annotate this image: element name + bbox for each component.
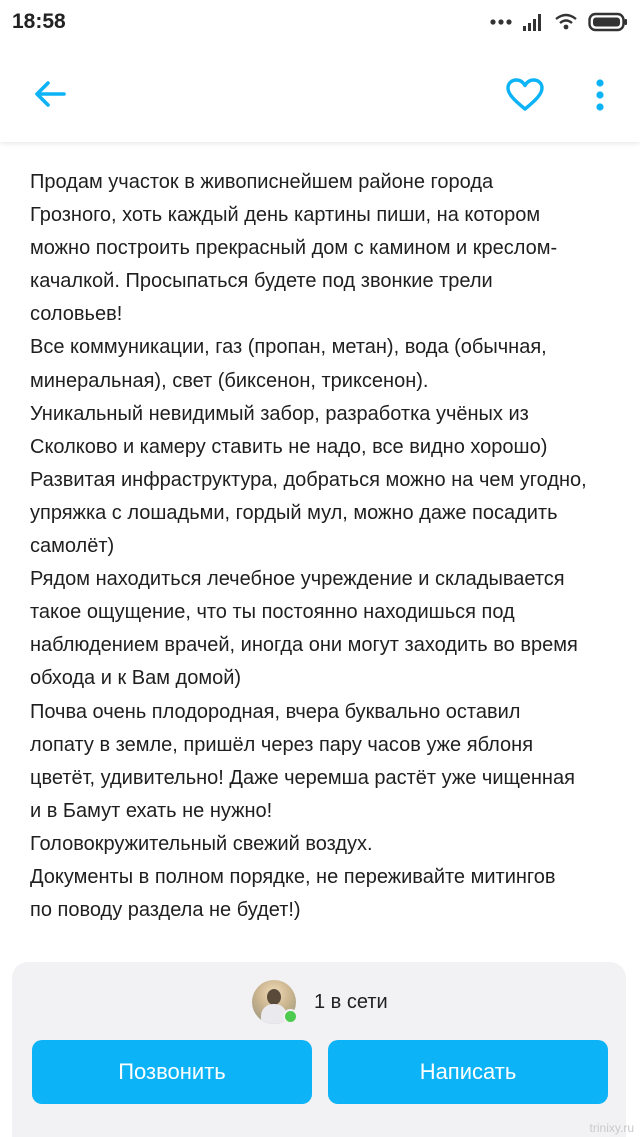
description-line: соловьев!: [30, 303, 123, 326]
avatar[interactable]: [252, 980, 296, 1024]
description-line: Все коммуникации, газ (пропан, метан), вода (обычная,: [30, 336, 547, 359]
online-status-text: 1 в сети: [314, 990, 388, 1013]
description-line: такое ощущение, что ты постоянно находишься под: [30, 601, 515, 624]
battery-icon: [588, 12, 628, 32]
description-line: качалкой. Просыпаться будете под звонкие трели: [30, 270, 493, 293]
description-line: минеральная), свет (биксенон, триксенон).: [30, 369, 429, 392]
listing-description: [30, 166, 620, 927]
back-button[interactable]: [26, 70, 74, 118]
signal-icon: [522, 13, 544, 31]
description-line: лопату в земле, пришёл через пару часов уже яблоня: [30, 733, 534, 756]
more-vertical-icon: [595, 79, 605, 111]
contact-panel: [12, 962, 626, 1137]
arrow-left-icon: [33, 80, 67, 108]
description-line: Уникальный невидимый забор, разработка учёных из: [30, 402, 529, 425]
status-time: 18:58: [12, 10, 66, 33]
online-indicator: [283, 1009, 298, 1024]
call-button[interactable]: Позвонить: [32, 1040, 312, 1104]
description-line: наблюдением врачей, иногда они могут заходить во время: [30, 634, 578, 657]
description-line: Развитая инфраструктура, добраться можно на чем угодно,: [30, 468, 587, 491]
description-line: Почва очень плодородная, вчера буквально оставил: [30, 700, 521, 723]
description-line: по поводу раздела не будет!): [30, 899, 301, 922]
write-message-button[interactable]: Написать: [328, 1040, 608, 1104]
more-options-button[interactable]: [580, 70, 620, 120]
seller-status[interactable]: [252, 980, 388, 1024]
watermark: trinixy.ru: [589, 1121, 634, 1135]
favorite-button[interactable]: [500, 70, 550, 120]
description-line: самолёт): [30, 535, 115, 558]
description-line: обхода и к Вам домой): [30, 667, 242, 690]
description-line: Грозного, хоть каждый день картины пиши, на котором: [30, 204, 541, 227]
description-line: и в Бамут ехать не нужно!: [30, 799, 273, 822]
app-bar: [0, 44, 640, 142]
status-icons: [490, 12, 628, 32]
wifi-icon: [554, 13, 578, 31]
description-line: упряжка с лошадьми, гордый мул, можно даже посадить: [30, 501, 558, 524]
description-line: Продам участок в живописнейшем районе города: [30, 171, 494, 193]
description-line: Рядом находиться лечебное учреждение и складывается: [30, 568, 565, 591]
more-dots-icon: [490, 18, 512, 26]
heart-outline-icon: [506, 78, 544, 112]
description-line: можно построить прекрасный дом с камином и креслом-: [30, 237, 558, 260]
status-bar: [0, 0, 640, 44]
description-line: цветёт, удивительно! Даже черемша растёт уже чищенная: [30, 766, 575, 789]
description-line: Головокружительный свежий воздух.: [30, 832, 373, 855]
description-line: Сколково и камеру ставить не надо, все видно хорошо): [30, 435, 548, 458]
description-line: Документы в полном порядке, не переживайте митингов: [30, 865, 556, 888]
